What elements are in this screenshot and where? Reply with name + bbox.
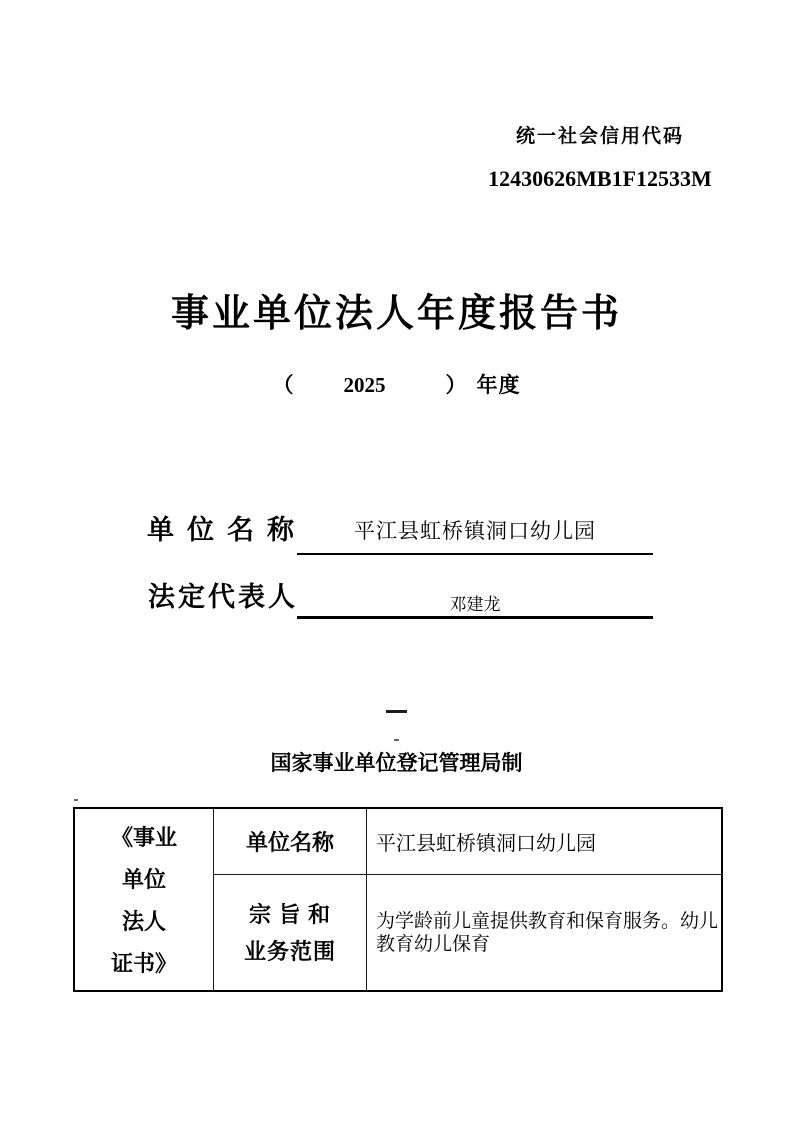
year-open-paren: （ xyxy=(272,373,294,397)
table-purpose-value-cell xyxy=(367,875,721,990)
table-unit-name-value-cell: 平江县虹桥镇洞口幼儿园 xyxy=(367,809,721,875)
year-value: 2025 xyxy=(343,373,386,397)
certificate-title-line: 证书》 xyxy=(110,951,177,976)
legal-representative-label: 法定代表人 xyxy=(148,582,298,612)
table-purpose-header-cell xyxy=(214,875,367,990)
purpose-header-line: 业务范围 xyxy=(243,938,336,964)
certificate-title-line: 单位 xyxy=(121,867,166,892)
year-line xyxy=(0,372,793,398)
year-close-paren: ） xyxy=(445,373,467,397)
certificate-table xyxy=(73,807,723,992)
year-suffix: 年度 xyxy=(476,373,521,397)
stray-mark xyxy=(394,739,399,741)
legal-representative-underline xyxy=(297,616,653,619)
certificate-title-line: 法人 xyxy=(121,909,166,934)
publisher-note: 国家事业单位登记管理局制 xyxy=(270,751,523,775)
credit-code-value: 12430626MB1F12533M xyxy=(488,166,712,191)
separator-dash xyxy=(386,710,407,713)
purpose-value-line: 为学龄前儿童提供教育和保育服务。幼儿 xyxy=(376,910,719,932)
certificate-title-line: 《事业 xyxy=(110,825,177,850)
report-title: 事业单位法人年度报告书 xyxy=(170,293,622,335)
table-unit-name-header-cell: 单位名称 xyxy=(214,809,367,875)
stray-mark xyxy=(74,799,78,801)
legal-representative-value: 邓建龙 xyxy=(449,595,501,614)
unit-name-underline xyxy=(297,553,653,555)
purpose-header-line: 宗 旨 和 xyxy=(248,901,331,927)
unit-name-value: 平江县虹桥镇洞口幼儿园 xyxy=(354,519,596,543)
purpose-value-line: 教育幼儿保育 xyxy=(376,933,491,955)
unit-name-label: 单位名称 xyxy=(147,515,307,545)
certificate-title-cell xyxy=(75,809,214,990)
credit-code-label: 统一社会信用代码 xyxy=(515,126,684,147)
